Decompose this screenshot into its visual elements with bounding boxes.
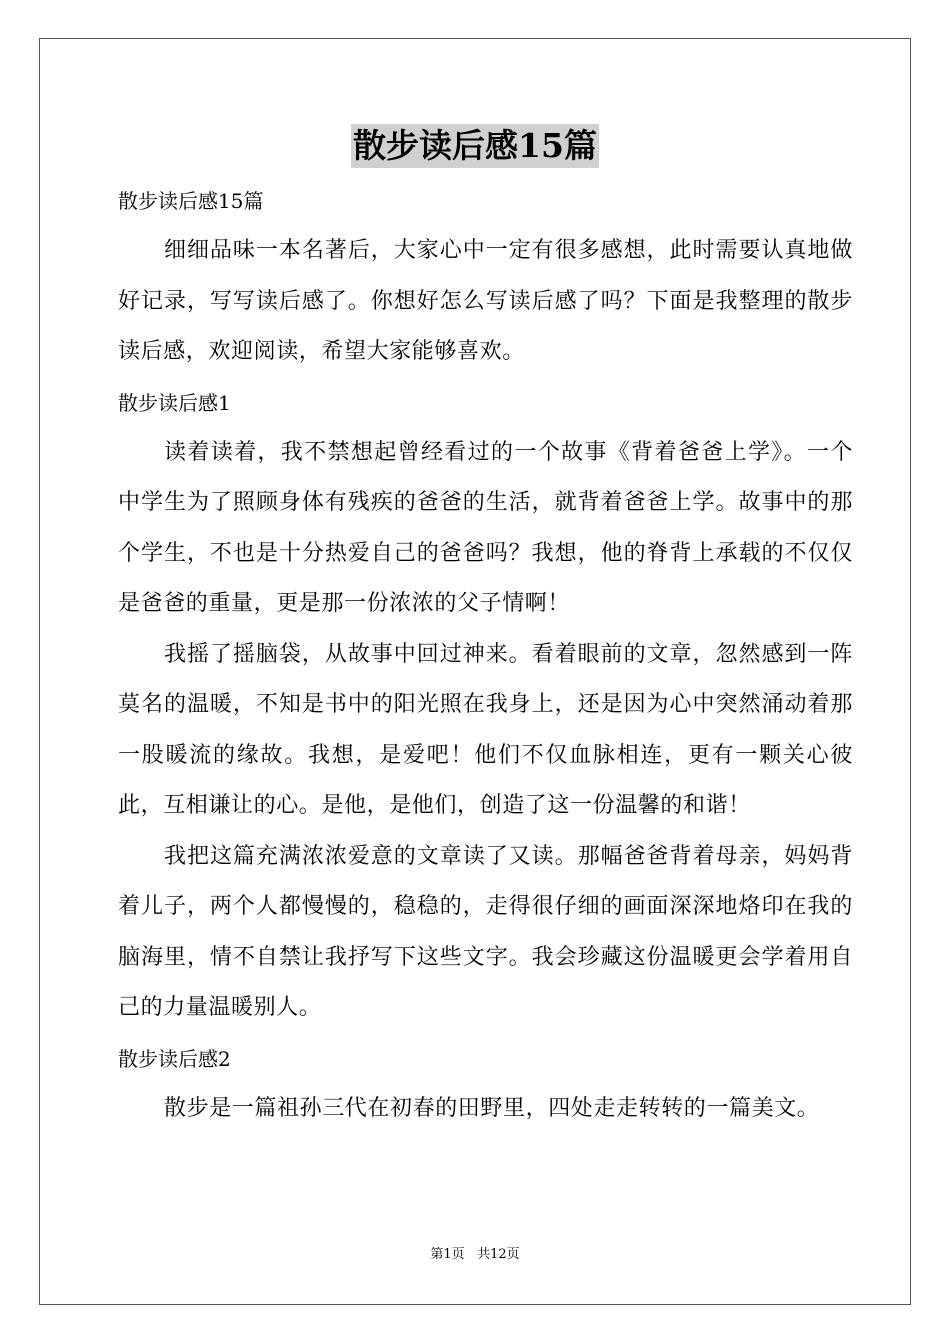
body-paragraph: 我把这篇充满浓浓爱意的文章读了又读。那幅爸爸背着母亲，妈妈背着儿子，两个人都慢慢的，稳稳的，走得很仔细的画面深深地烙印在我的脑海里，情不自禁让我抒写下这些文字。我会珍藏这份温暖更会学着用自己的力量温暖别人。 (118, 843, 853, 1020)
section-heading: 散步读后感1 (118, 390, 231, 415)
section-heading: 散步读后感2 (118, 1046, 231, 1071)
document-body (118, 176, 853, 1134)
document-subtitle: 散步读后感15篇 (118, 189, 264, 213)
body-paragraph: 读着读着，我不禁想起曾经看过的一个故事《背着爸爸上学》。一个中学生为了照顾身体有残疾的爸爸的生活，就背着爸爸上学。故事中的那个学生，不也是十分热爱自己的爸爸吗？我想，他的脊背上承载的不仅仅是爸爸的重量，更是那一份浓浓的父子情啊！ (118, 439, 853, 616)
title-wrap (0, 124, 950, 168)
page-footer (0, 1245, 950, 1265)
page-title: 散步读后感15篇 (351, 124, 599, 168)
page-total: 共12页 (477, 1247, 520, 1262)
body-paragraph: 散步是一篇祖孙三代在初春的田野里，四处走走转转的一篇美文。 (164, 1095, 820, 1121)
page-number: 第1页 (430, 1247, 465, 1262)
intro-paragraph: 细细品味一本名著后，大家心中一定有很多感想，此时需要认真地做好记录，写写读后感了。你想好怎么写读后感了吗？下面是我整理的散步读后感，欢迎阅读，希望大家能够喜欢。 (118, 238, 853, 364)
body-paragraph: 我摇了摇脑袋，从故事中回过神来。看着眼前的文章，忽然感到一阵莫名的温暖，不知是书中的阳光照在我身上，还是因为心中突然涌动着那一股暖流的缘故。我想，是爱吧！他们不仅血脉相连，更有一颗关心彼此，互相谦让的心。是他，是他们，创造了这一份温馨的和谐！ (118, 641, 853, 818)
